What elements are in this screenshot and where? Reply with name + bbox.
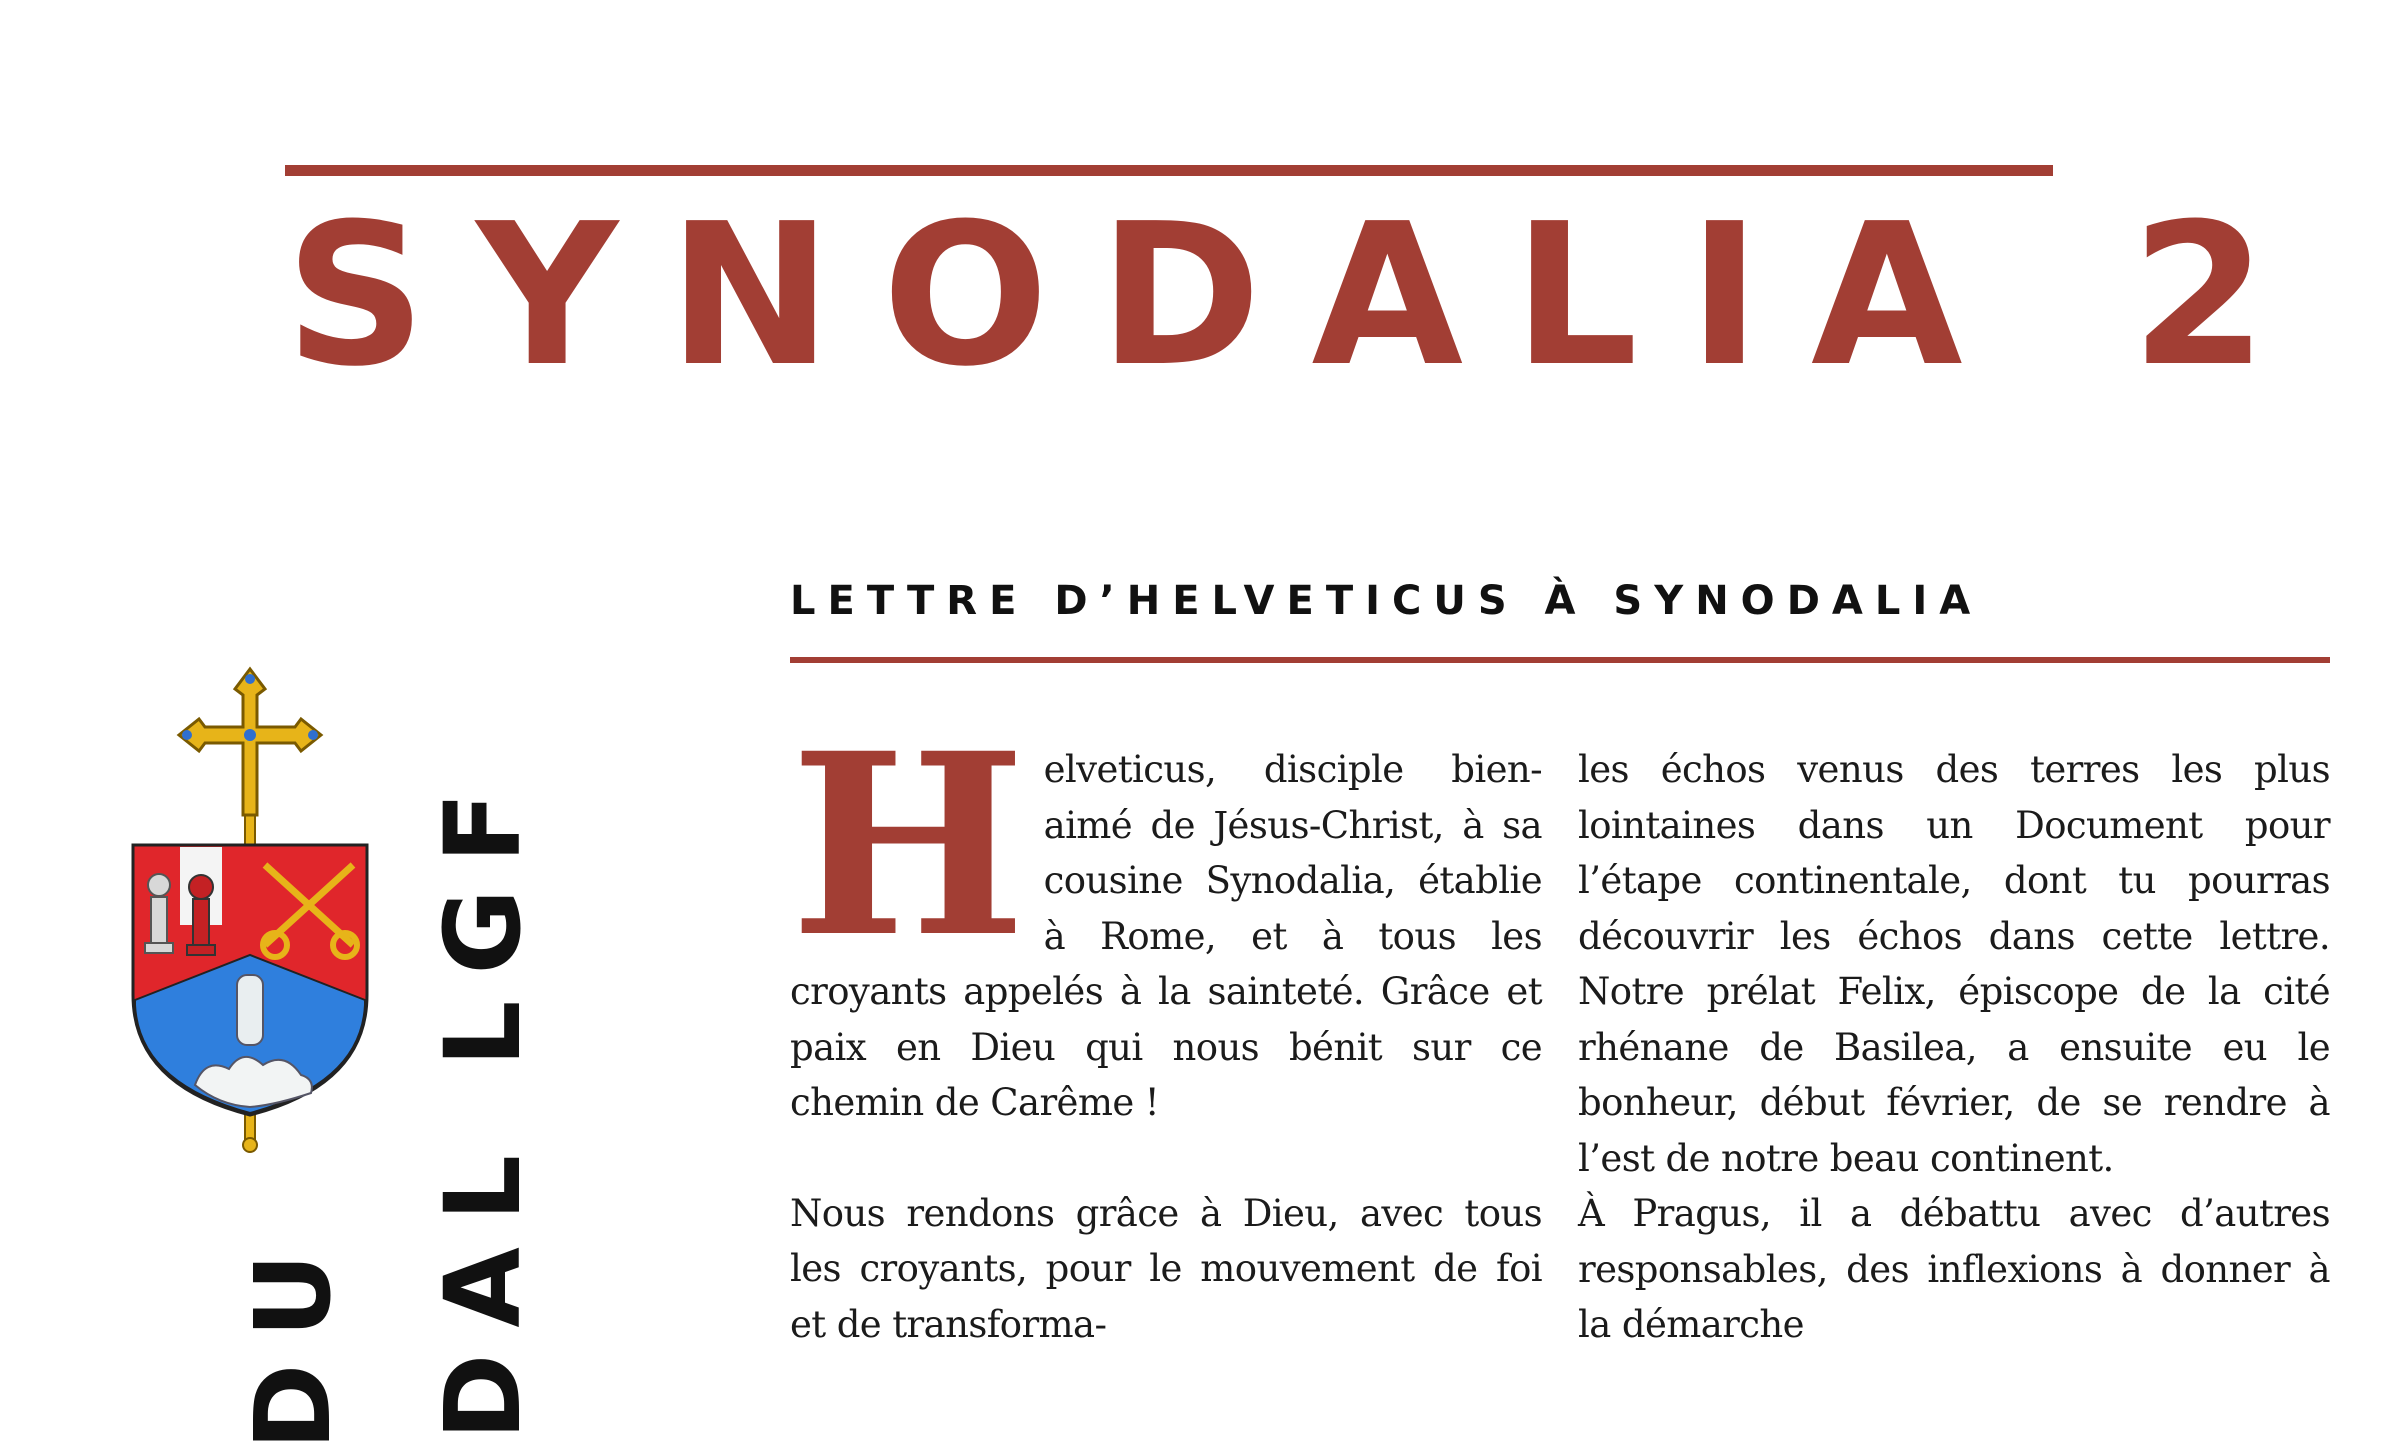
article-column-2 xyxy=(1578,742,2330,1353)
article-paragraph: Helveticus, disciple bien-aimé de Jésus-Christ, à sa cousine Synodalia, établie à Rome, et à tous les croyants appelés à la sainteté. Grâce et paix en Dieu qui nous bénit sur ce chemin de Carême ! xyxy=(790,698,1542,1124)
article-paragraph: les échos venus des terres les plus lointaines dans un Document pour l’étape continentale, dont tu pourras découvrir les échos dans cette lettre. Notre prélat Felix, épiscope de la cité rhénane de Basilea, a ensuite eu le bonheur, début février, de se rendre à l’est de notre beau continent. xyxy=(1578,748,2330,1180)
drop-cap: H xyxy=(790,698,1026,992)
article-paragraph: Nous rendons grâce à Dieu, avec tous les croyants, pour le mouvement de foi et de transforma- xyxy=(790,1191,1542,1346)
article-heading-rule xyxy=(790,657,2330,663)
article-column-1 xyxy=(790,698,1542,1352)
title-top-rule xyxy=(285,165,2053,176)
page-title: SYNODALIA 2 xyxy=(285,182,2318,410)
article-heading: LETTRE D’HELVETICUS À SYNODALIA xyxy=(790,578,1983,624)
episcopal-coat-of-arms-icon xyxy=(125,665,375,1155)
article-paragraph: À Pragus, il a débattu avec d’autres responsables, des inflexions à donner à la démarche xyxy=(1578,1192,2330,1346)
